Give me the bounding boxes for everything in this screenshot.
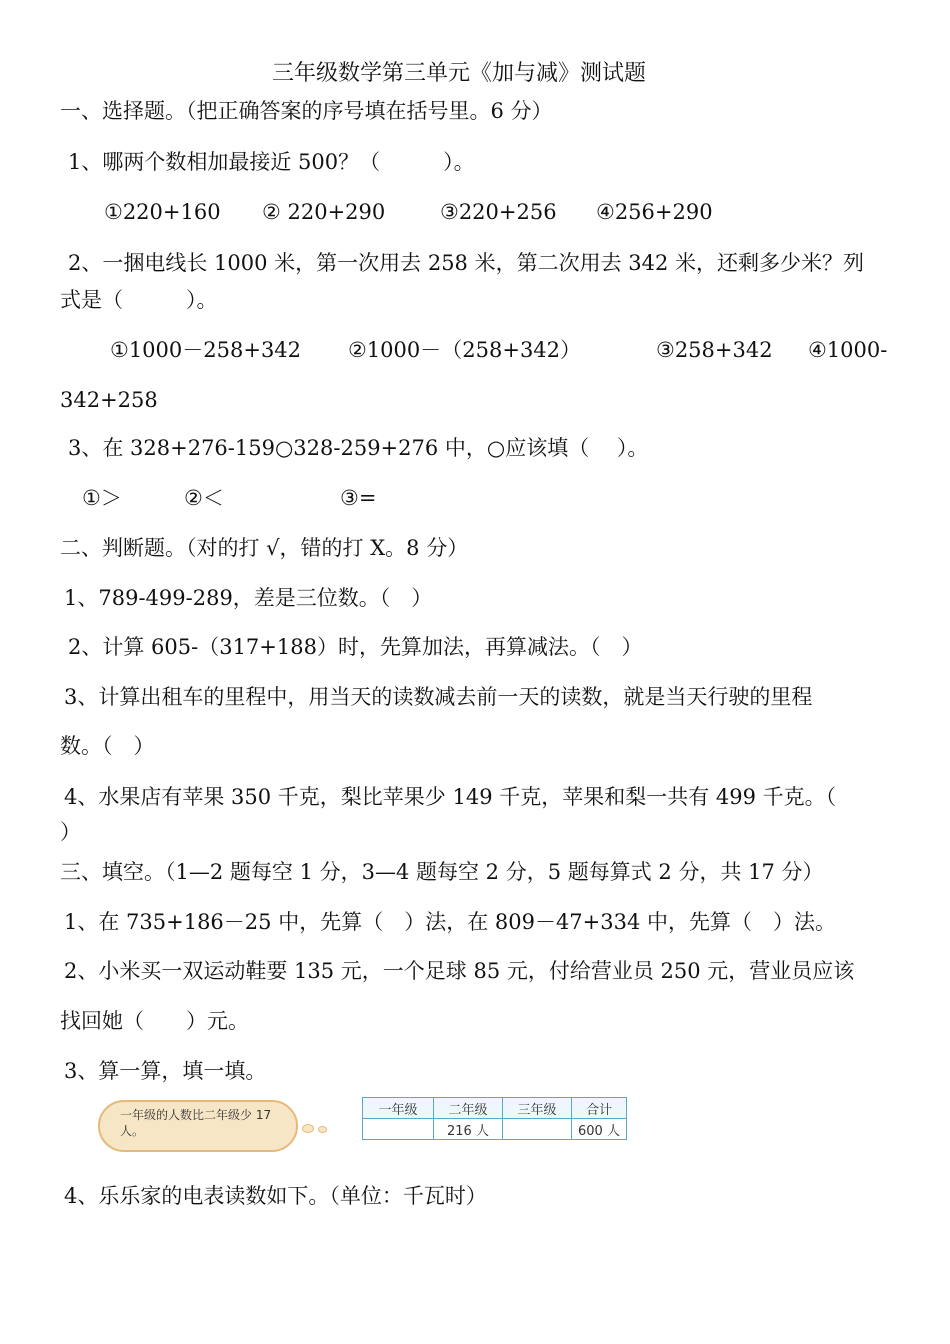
table-header-grade-1: 一年级 [363,1098,434,1119]
fill-item-4: 4、乐乐家的电表读数如下。（单位：千瓦时） [64,1184,487,1208]
fill-item-2-line-1: 2、小米买一双运动鞋要 135 元，一个足球 85 元，付给营业员 250 元，营业员应该 [64,959,855,983]
q2-option-2: ②1000－（258+342） [348,338,582,362]
fill-item-1: 1、在 735+186－25 中，先算（ ）法，在 809－47+334 中，先算（ ）法。 [64,910,837,934]
table-header-grade-3: 三年级 [503,1098,572,1119]
section-1-heading: 一、选择题。（把正确答案的序号填在括号里。6 分） [60,99,553,123]
page-title: 三年级数学第三单元《加与减》测试题 [272,61,647,86]
judge-item-2: 2、计算 605-（317+188）时，先算加法，再算减法。（ ） [68,635,643,659]
question-2-line-1: 2、一捆电线长 1000 米，第一次用去 258 米，第二次用去 342 米，还剩多少米？列 [68,251,865,275]
cell-grade-3 [503,1119,572,1140]
question-1: 1、哪两个数相加最接近 500？（ ）。 [68,150,475,174]
judge-item-4-line-2: ） [60,820,81,844]
question-3: 3、在 328+276-159○328-259+276 中，○应该填（ ）。 [68,436,649,460]
q2-option-4: ④1000- [808,338,888,362]
q2-option-4-continued: 342+258 [60,388,158,412]
judge-item-3-line-2: 数。（ ） [60,734,155,758]
thought-bubble-text: 一年级的人数比二年级少 17 人。 [120,1108,272,1138]
cell-grade-1 [363,1119,434,1140]
q1-option-1: ①220+160 [104,200,221,224]
question-2-line-2: 式是（ ）。 [60,288,218,312]
q1-option-3: ③220+256 [440,200,557,224]
judge-item-4-line-1: 4、水果店有苹果 350 千克，梨比苹果少 149 千克，苹果和梨一共有 499 千克。（ [64,785,837,809]
q1-option-4: ④256+290 [596,200,713,224]
section-2-heading: 二、判断题。（对的打 √，错的打 X。8 分） [60,536,469,560]
q2-option-1: ①1000－258+342 [110,338,302,362]
q2-option-3: ③258+342 [656,338,773,362]
judge-item-1: 1、789-499-289，差是三位数。（ ） [64,586,433,610]
fill-item-3: 3、算一算，填一填。 [64,1059,267,1083]
table-header-total: 合计 [572,1098,627,1119]
thought-bubble-dot-small [318,1126,327,1133]
grade-count-table [362,1097,627,1140]
fill-item-2-line-2: 找回她（ ）元。 [60,1009,249,1033]
judge-item-3-line-1: 3、计算出租车的里程中，用当天的读数减去前一天的读数，就是当天行驶的里程 [64,685,813,709]
q3-option-1: ①＞ [82,486,122,510]
q1-option-2: ② 220+290 [262,200,386,224]
table-row [363,1119,627,1140]
q3-option-2: ②＜ [184,486,224,510]
table-header-row [363,1098,627,1119]
section-3-heading: 三、填空。（1—2 题每空 1 分，3—4 题每空 2 分，5 题每算式 2 分，共 17 分） [60,860,824,884]
cell-total: 600 人 [572,1119,627,1140]
thought-bubble [98,1100,298,1152]
thought-bubble-dot-large [302,1124,314,1133]
cell-grade-2: 216 人 [434,1119,503,1140]
table-header-grade-2: 二年级 [434,1098,503,1119]
q3-option-3: ③= [340,486,377,510]
